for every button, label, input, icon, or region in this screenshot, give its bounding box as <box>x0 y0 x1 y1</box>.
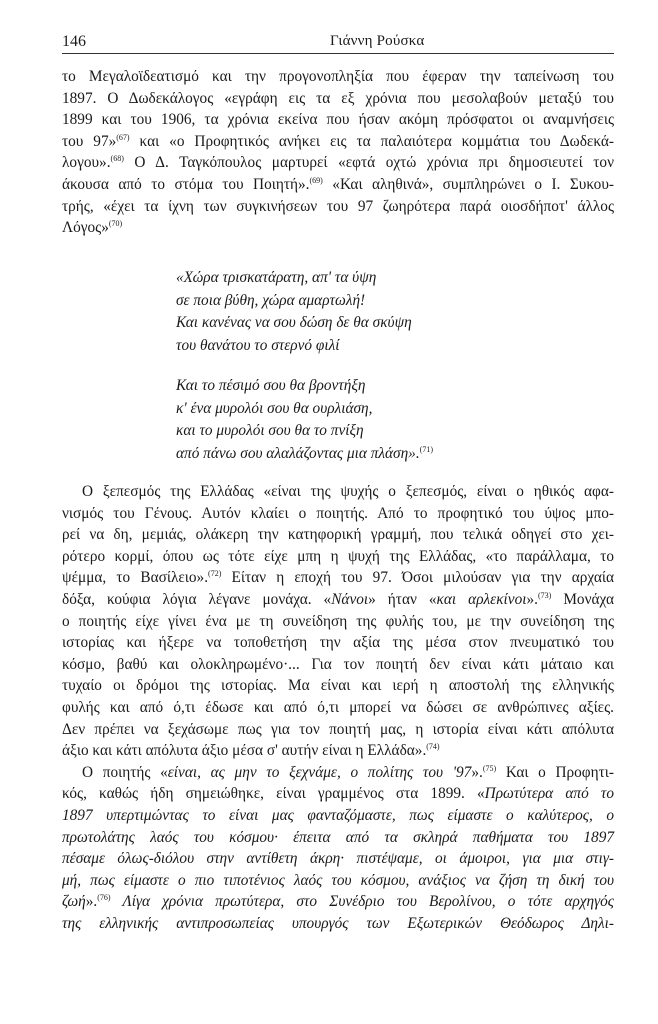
text-line: τυχαίο οι δρόμοι της ιστορίας. Μα είναι και ιερή η αποστολή της ελληνικής <box>62 677 614 695</box>
poem-line: κ' ένα μυρολόι σου θα ουρλιάση, <box>176 399 373 417</box>
text-line: 1899 και του 1906, τα χρόνια εκείνα που ήσαν ακόμη πρόσφατοι οι αναμνήσεις <box>62 111 614 129</box>
poem-quote <box>176 267 576 465</box>
paragraph-3 <box>62 762 614 935</box>
text-line: ζωή».$^{(76)}$ Λίγα χρόνια πρωτύτερα, στο Συνέδριο του Βερολίνου, ο τότε αρχηγός <box>62 893 614 911</box>
text-line: ρότερο κορμί, όπου ως τότε είχε μπη η ψυχή της Ελλάδας, «το παράλλαμα, το <box>62 547 614 565</box>
text-line: 1897 υπερτιμώντας το είναι μας φανταζόμαστε, πως είμαστε ο καλύτερος, ο <box>62 806 614 824</box>
poem-line: του θανάτου το στερνό φιλί <box>176 336 340 354</box>
poem-line: από πάνω σου αλαλάζοντας μια πλάση».$^{(71)}$ <box>176 444 433 462</box>
text-line: ρεί να δη, μεμιάς, ολάκερη την κατηφορική γραμμή, που τελικά οδηγεί στο χει- <box>62 526 614 544</box>
text-line: ψέμμα, το Βασίλειο».$^{(72)}$ Είταν η εποχή του 97. Όσοι μιλούσαν για την αρχαία <box>62 569 614 587</box>
text-line: της ελληνικής αντιπροσωπείας υπουργός των Εξωτερικών Θεόδωρος Δηλι- <box>62 914 614 932</box>
footnote-ref: (73) <box>537 590 552 600</box>
text-line: το Μεγαλοϊδεατισμό και την προγονοπληξία που έφεραν την ταπείνωση του <box>62 68 614 85</box>
page-header <box>62 31 612 53</box>
text-line: άκουσα από το στόμα του Ποιητή».$^{(69)}$ «Και αληθινά», συμπληρώνει ο Ι. Συκου- <box>62 175 615 193</box>
text-line: Λόγος»$^{(70)}$ <box>62 219 123 237</box>
text-line: μή, πως είμαστε ο πιο τιποτένιος λαός του κόσμου, ανάξιος να ζήση τη δική του <box>62 871 614 889</box>
text-line: Δεν πρέπει να ξεχάσωμε πως για τον ποιητή μας, η ιστορία είναι κάτι απόλυτα <box>62 720 614 738</box>
footnote-ref: (68) <box>110 154 124 164</box>
text-line: λογου».$^{(68)}$ Ο Δ. Ταγκόπουλος μαρτυρεί «εφτά οχτώ χρόνια πρι δημοσιευτεί τον <box>62 154 614 172</box>
text-line: ιστορίας και ήξερε να τοποθετήση την αξία της μέσα στον πνευματικό του <box>62 634 614 652</box>
page-number: 146 <box>62 33 86 50</box>
text-line: του 97»$^{(67)}$ και «ο Προφητικός ανήκει εις τα παλαιότερα κομμάτια του Δωδεκά- <box>62 132 615 150</box>
stanza-gap <box>176 357 576 375</box>
text-line: νισμός του Γένους. Αυτόν κλαίει ο ποιητής. Από το προφητικό του ύψος μπο- <box>62 504 614 522</box>
text-line: ο ποιητής είχε γίνει ένα με τη συνείδηση της φυλής του, με την συνείδηση της <box>62 612 614 630</box>
footnote-ref: (71) <box>419 444 433 454</box>
text-line: Ο ξεπεσμός της Ελλάδας «είναι της ψυχής ο ξεπεσμός, είναι ο ηθικός αφα- <box>82 483 614 500</box>
body-text-continued <box>62 481 614 934</box>
text-line: άξιο και κάτι απόλυτα άξιο μέσα σ' αυτήν είναι η Ελλάδα».$^{(74)}$ <box>62 742 440 760</box>
header-rule <box>62 53 614 54</box>
text-line: τρής, «έχει τα ίχνη των συγκινήσεων του 97 ζωηρότερα παρά οιοσδήποτ' άλλος <box>62 197 614 215</box>
footnote-ref: (74) <box>426 742 440 752</box>
paragraph-1 <box>62 66 614 239</box>
poem-line: σε ποια βύθη, χώρα αμαρτωλή! <box>176 291 366 309</box>
paragraph-2 <box>62 481 614 762</box>
footnote-ref: (67) <box>116 132 130 142</box>
poem-line: και το μυρολόι σου θα το πνίξη <box>176 422 364 439</box>
footnote-ref: (75) <box>482 763 497 773</box>
text-line: 1897. Ο Δωδεκάλογος «εγράφη εις τα εξ χρόνια που μεσολαβούν μεταξύ του <box>62 89 614 107</box>
footnote-ref: (76) <box>97 893 111 903</box>
text-line: δόξα, κούφια λόγια λέγανε μονάχα. «Νάνοι» ήταν «και αρλεκίνοι».$^{(73)}$ Μονάχα <box>62 590 614 608</box>
footnote-ref: (70) <box>108 219 123 229</box>
text-line: Ο ποιητής «είναι, ας μην το ξεχνάμε, ο πολίτης του '97».$^{(75)}$ Και ο Προφητι- <box>82 763 614 781</box>
footnote-ref: (72) <box>208 569 222 579</box>
footnote-ref: (69) <box>309 175 323 185</box>
poem-line: «Χώρα τρισκατάρατη, απ' τα ύψη <box>176 269 377 286</box>
text-line: πρωτολάτης λαός του κόσμου· έπειτα από τα σκληρά παθήματα του 1897 <box>62 828 614 846</box>
text-line: πέσαμε όλως-διόλου στην αντίθετη άκρη· πιστέψαμε, οι άμοιροι, για μια στιγ- <box>62 850 614 868</box>
running-title: Γιάννη Ρούσκα <box>330 33 425 49</box>
poem-line: Και κανένας να σου δώση δε θα σκύψη <box>176 314 412 331</box>
text-line: κόσμο, βαθύ και ολοκληρωμένο·... Για τον ποιητή δεν είναι κάτι μάταιο και <box>62 655 614 673</box>
text-line: κός, καθώς ήδη σημειώθηκε, είναι γραμμένος στα 1899. «Πρωτύτερα από το <box>62 785 614 803</box>
text-line: φυλής και από ό,τι έδωσε και από ό,τι μπορεί να δώσει σε ανθρώπινες αξίες. <box>62 698 614 716</box>
poem-line: Και το πέσιμό σου θα βροντήξη <box>176 377 366 394</box>
